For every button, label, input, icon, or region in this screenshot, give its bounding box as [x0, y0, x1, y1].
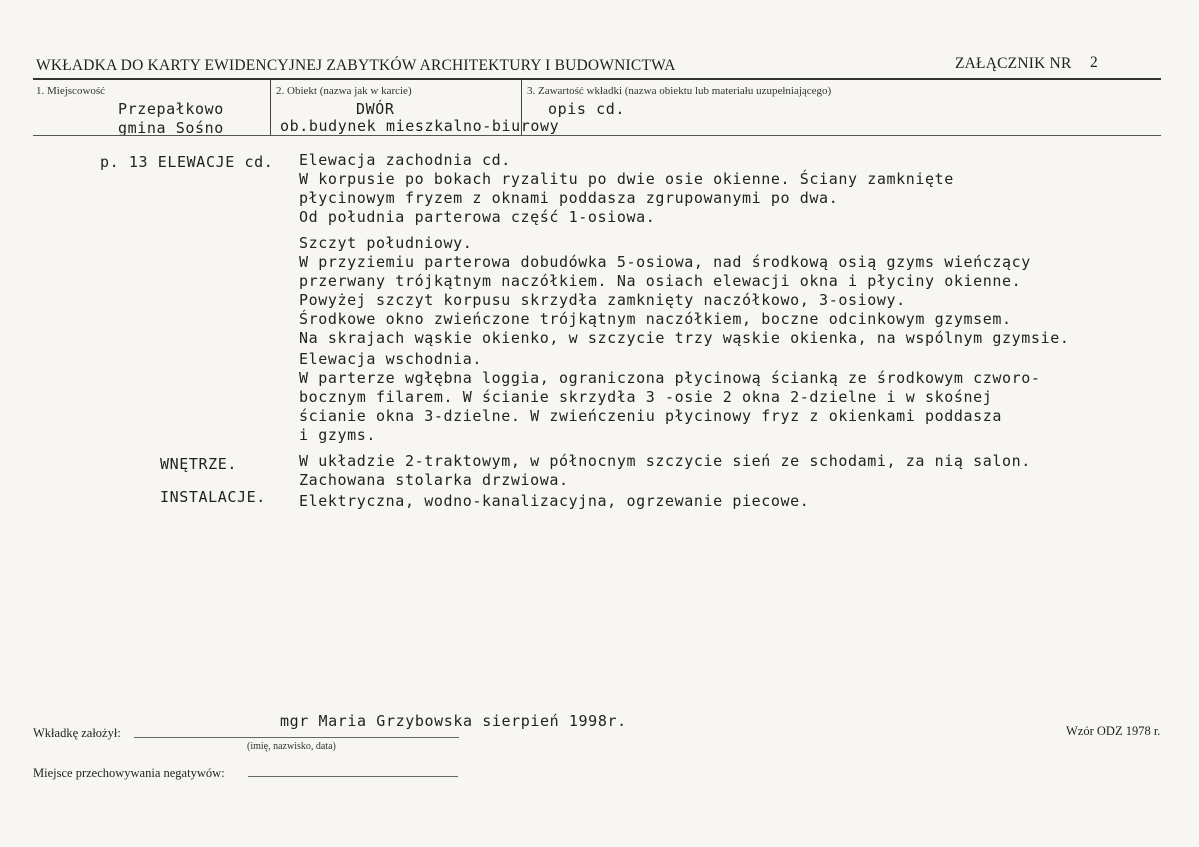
- miejscowosc-line-1: Przepałkowo: [118, 100, 224, 118]
- text-line: W korpusie po bokach ryzalitu po dwie osie okienne. Ściany zamknięte: [299, 170, 954, 188]
- field-label-zawartosc: 3. Zawartość wkładki (nazwa obiektu lub materiału uzupełniającego): [527, 85, 832, 97]
- field-label-miejscowosc: 1. Miejscowość: [36, 85, 106, 97]
- author-caption: (imię, nazwisko, data): [247, 741, 336, 752]
- header-divider-bottom: [33, 135, 1161, 136]
- template-note: Wzór ODZ 1978 r.: [1066, 724, 1161, 738]
- obiekt-line-1: DWÓR: [356, 100, 395, 118]
- text-line: Środkowe okno zwieńczone trójkątnym naczółkiem, boczne odcinkowym gzymsem.: [299, 310, 1012, 328]
- section-heading-elewacje: p. 13 ELEWACJE cd.: [100, 153, 274, 171]
- text-line: W parterze wgłębna loggia, ograniczona płycinową ścianką ze środkowym czworo-: [299, 369, 1041, 387]
- paragraph-elewacja-zachodnia: [299, 151, 954, 227]
- storage-label: Miejsce przechowywania negatywów:: [33, 766, 225, 780]
- paragraph-szczyt-poludniowy: [299, 234, 1069, 348]
- paragraph-elewacja-wschodnia: [299, 350, 1041, 445]
- paragraph-instalacje: [299, 492, 809, 511]
- form-title: WKŁADKA DO KARTY EWIDENCYJNEJ ZABYTKÓW ARCHITEKTURY I BUDOWNICTWA: [36, 57, 676, 74]
- text-line: i gzyms.: [299, 426, 377, 444]
- text-line: W układzie 2-traktowym, w północnym szczycie sień ze schodami, za nią salon.: [299, 452, 1031, 470]
- field-label-obiekt: 2. Obiekt (nazwa jak w karcie): [276, 85, 412, 97]
- text-line: Od południa parterowa część 1-osiowa.: [299, 208, 656, 226]
- text-line: Zachowana stolarka drzwiowa.: [299, 471, 569, 489]
- storage-line: [248, 776, 458, 777]
- paragraph-wnetrze: [299, 452, 1031, 490]
- text-line: Elektryczna, wodno-kanalizacyjna, ogrzewanie piecowe.: [299, 492, 810, 510]
- text-line: Na skrajach wąskie okienko, w szczycie trzy wąskie okienka, na wspólnym gzymsie.: [299, 329, 1070, 347]
- text-line: Elewacja zachodnia cd.: [299, 151, 511, 169]
- text-line: Szczyt południowy.: [299, 234, 473, 252]
- section-heading-instalacje: INSTALACJE.: [160, 488, 266, 506]
- attachment-number: 2: [1090, 54, 1098, 71]
- text-line: Elewacja wschodnia.: [299, 350, 482, 368]
- text-line: W przyziemiu parterowa dobudówka 5-osiowa, nad środkową osią gzyms wieńczący: [299, 253, 1031, 271]
- field-divider-1: [270, 80, 271, 135]
- text-line: przerwany trójkątnym naczółkiem. Na osiach elewacji okna i płyciny okienne.: [299, 272, 1022, 290]
- author-label: Wkładkę założył:: [33, 726, 121, 740]
- obiekt-line-2: ob.budynek mieszkalno-biurowy: [280, 117, 560, 135]
- text-line: Powyżej szczyt korpusu skrzydła zamknięty naczółkowo, 3-osiowy.: [299, 291, 906, 309]
- zawartosc-line-1: opis cd.: [548, 100, 626, 118]
- header-divider-top: [33, 78, 1161, 80]
- miejscowosc-line-2: gmina Sośno: [118, 119, 224, 137]
- attachment-label: ZAŁĄCZNIK NR: [955, 55, 1072, 72]
- author-value: mgr Maria Grzybowska sierpień 1998r.: [280, 712, 627, 730]
- text-line: płycinowym fryzem z oknami poddasza zgrupowanymi po dwa.: [299, 189, 839, 207]
- text-line: ścianie okna 3-dzielne. W zwieńczeniu płycinowy fryz z okienkami poddasza: [299, 407, 1003, 425]
- author-line: [134, 737, 459, 738]
- text-line: bocznym filarem. W ścianie skrzydła 3 -osie 2 okna 2-dzielne i w skośnej: [299, 388, 993, 406]
- section-heading-wnetrze: WNĘTRZE.: [160, 455, 238, 473]
